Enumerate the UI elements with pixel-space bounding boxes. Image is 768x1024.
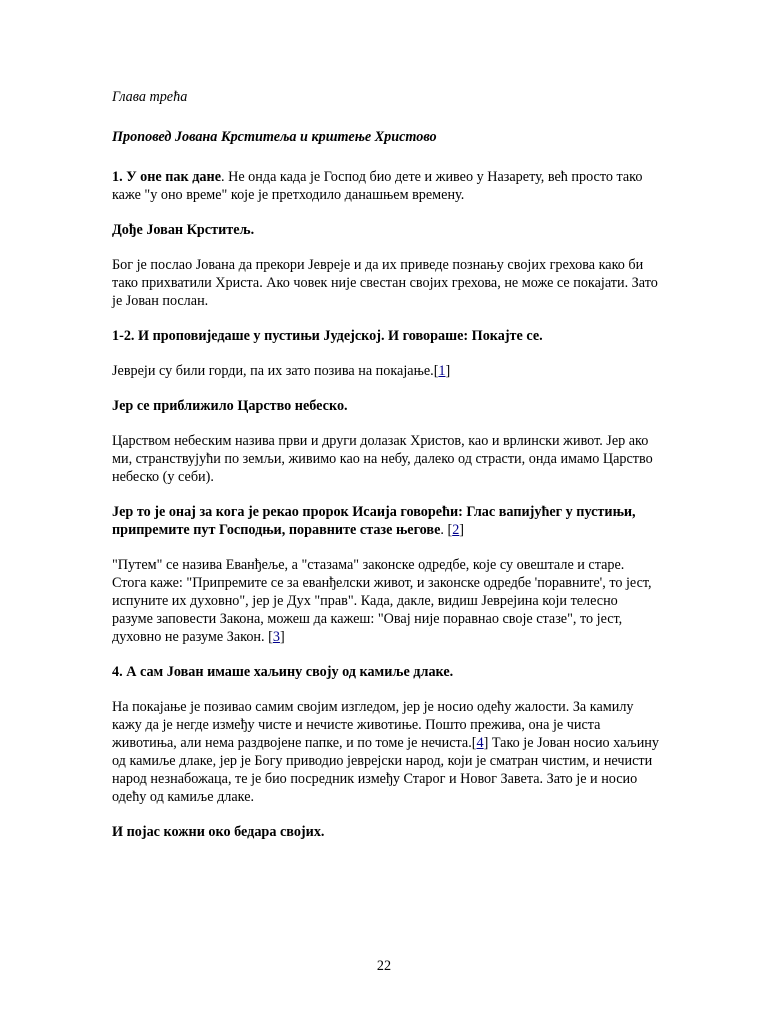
paragraph-5-text: "Путем" се назива Еванђеље, а "стазама" законске одредбе, које су овештале и старе. Стога каже: "Припремите се за еванђелски живот, и законске одредбе 'поравните', то јест, испуните их духовно", јер је Дух "прав". Када, дакле, видиш Јеврејина који телесно разуме заповести Закона, можеш да кажеш: "Овај није поравнао своје стазе", то јест, духовно не разуме Закон.: [112, 557, 652, 645]
verse-heading-4: Јер се приближило Царство небеско.: [112, 398, 348, 414]
verse-heading-5-period: .: [440, 522, 444, 538]
verse-heading-3: 1-2. И проповиједаше у пустињи Јудејској. И говораше: Покајте се.: [112, 328, 543, 344]
footnote-link-3[interactable]: 3: [272, 629, 280, 645]
page-number: 22: [376, 958, 392, 974]
footnote-bracket-close: ]: [483, 735, 489, 751]
paragraph-6-text-b: Тако је Јован носио хаљину од камиље длаке, јер је Богу приводио јеврејски народ, који је сматран чистим, и нечисти народ незнабожаца, те је био посредник између Старог и Новог Завета. Зато је и носио одећу од камиље длаке.: [112, 735, 659, 805]
footnote-bracket-close: ]: [279, 629, 285, 645]
paragraph-3: [112, 362, 660, 380]
paragraph-1-text: . Не онда када је Господ био дете и живео у Назарету, већ просто тако каже "у оно време" које је претходило данашњем времену.: [112, 169, 643, 203]
document-page: [112, 88, 660, 841]
footnote-link-2[interactable]: 2: [452, 522, 460, 538]
chapter-title: Глава трећа: [112, 89, 188, 105]
paragraph-1-lead: 1. У оне пак дане: [112, 169, 221, 185]
paragraph-3-text: Јевреји су били горди, па их зато позива на покајање.: [112, 363, 434, 379]
section-title: Проповед Јована Крститеља и крштење Христово: [112, 129, 437, 145]
footnote-bracket-close: ]: [445, 363, 451, 379]
footnote-bracket-open: [: [471, 735, 477, 751]
footnote-bracket-open: [: [433, 363, 439, 379]
paragraph-5: [112, 556, 660, 646]
footnote-bracket-close: ]: [459, 522, 465, 538]
verse-heading-7: И појас кожни око бедара својих.: [112, 824, 325, 840]
verse-heading-5: [112, 503, 660, 539]
footnote-bracket-open: [: [268, 629, 273, 645]
footnote-link-4[interactable]: 4: [476, 735, 484, 751]
paragraph-2: Бог је послао Јована да прекори Јевреје и да их приведе познању својих грехова како би тако прихватили Христа. Ако човек није свестан својих грехова, не може се покајати. Зато је Јован послан.: [112, 257, 658, 309]
verse-heading-2: Дође Јован Крститељ.: [112, 222, 255, 238]
paragraph-6-text-a: На покајање је позивао самим својим изгледом, јер је носио одећу жалости. За камилу кажу да је негде између чисте и нечисте животиње. Пошто прежива, она је чиста животиња, али нема раздвојене папке, и по томе је нечиста.: [112, 699, 634, 751]
verse-heading-5-text: Јер то је онај за кога је рекао пророк Исаија говорећи: Глас вапијућег у пустињи, припремите пут Господњи, поравните стазе његове: [112, 504, 636, 538]
paragraph-4: Царством небеским назива први и други долазак Христов, као и врлински живот. Јер ако ми, странствујући по земљи, живимо као на небу, далеко од страсти, онда имамо Царство небеско (у себи).: [112, 433, 653, 485]
verse-heading-6: 4. А сам Јован имаше хаљину своју од камиље длаке.: [112, 664, 454, 680]
paragraph-6: [112, 698, 660, 806]
footnote-bracket-open: [: [447, 522, 453, 538]
paragraph-1: [112, 168, 660, 204]
footnote-link-1[interactable]: 1: [438, 363, 446, 379]
